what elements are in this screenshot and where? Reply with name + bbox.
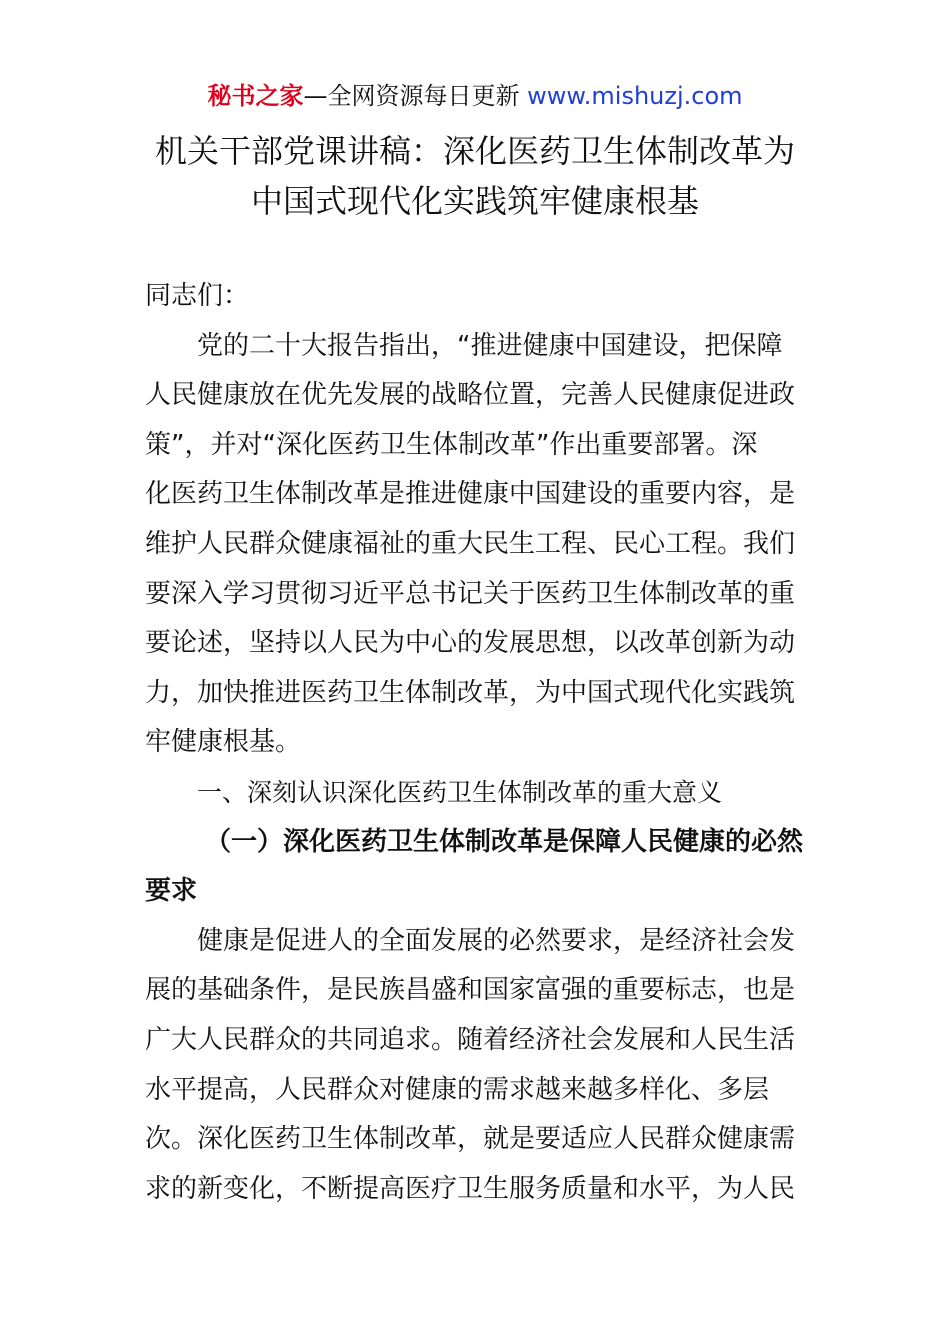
paragraph-line: 人民健康放在优先发展的战略位置，完善人民健康促进政 xyxy=(145,380,796,411)
subsection-heading-line: 要求 xyxy=(145,876,198,907)
paragraph-line: 牢健康根基。 xyxy=(145,727,302,758)
section-heading: 一、深刻认识深化医药卫生体制改革的重大意义 xyxy=(197,777,723,807)
paragraph-line: 求的新变化，不断提高医疗卫生服务质量和水平，为人民 xyxy=(145,1173,796,1204)
paragraph-line: 党的二十大报告指出，“推进健康中国建设，把保障 xyxy=(197,330,783,361)
title-line-1: 机关干部党课讲稿：深化医药卫生体制改革为 xyxy=(154,132,795,170)
paragraph-line: 要论述，坚持以人民为中心的发展思想，以改革创新为动 xyxy=(145,628,796,659)
document-body xyxy=(145,272,810,1214)
paragraph-line: 化医药卫生体制改革是推进健康中国建设的重要内容，是 xyxy=(145,479,796,510)
paragraph-line: 展的基础条件，是民族昌盛和国家富强的重要标志，也是 xyxy=(145,975,796,1006)
paragraph-line: 广大人民群众的共同追求。随着经济社会发展和人民生活 xyxy=(145,1024,796,1055)
subsection-heading-line: （一）深化医药卫生体制改革是保障人民健康的必然 xyxy=(205,826,804,857)
title-line-2: 中国式现代化实践筑牢健康根基 xyxy=(250,182,699,220)
site-brand: 秘书之家 xyxy=(207,82,304,110)
paragraph-line: 次。深化医药卫生体制改革，就是要适应人民群众健康需 xyxy=(145,1124,796,1155)
paragraph-line: 要深入学习贯彻习近平总书记关于医药卫生体制改革的重 xyxy=(145,578,796,609)
site-tagline: —全网资源每日更新 xyxy=(303,82,520,110)
site-header xyxy=(0,80,950,112)
paragraph-line: 策”，并对“深化医药卫生体制改革”作出重要部署。深 xyxy=(145,429,758,460)
paragraph-line: 维护人民群众健康福祉的重大民生工程、民心工程。我们 xyxy=(145,528,796,559)
greeting: 同志们： xyxy=(145,281,250,311)
site-url-link[interactable]: www.mishuzj.com xyxy=(527,82,743,110)
paragraph-line: 健康是促进人的全面发展的必然要求，是经济社会发 xyxy=(197,925,796,956)
paragraph-line: 力，加快推进医药卫生体制改革，为中国式现代化实践筑 xyxy=(145,677,796,708)
document-title xyxy=(60,126,890,226)
paragraph-line: 水平提高，人民群众对健康的需求越来越多样化、多层 xyxy=(145,1074,770,1105)
